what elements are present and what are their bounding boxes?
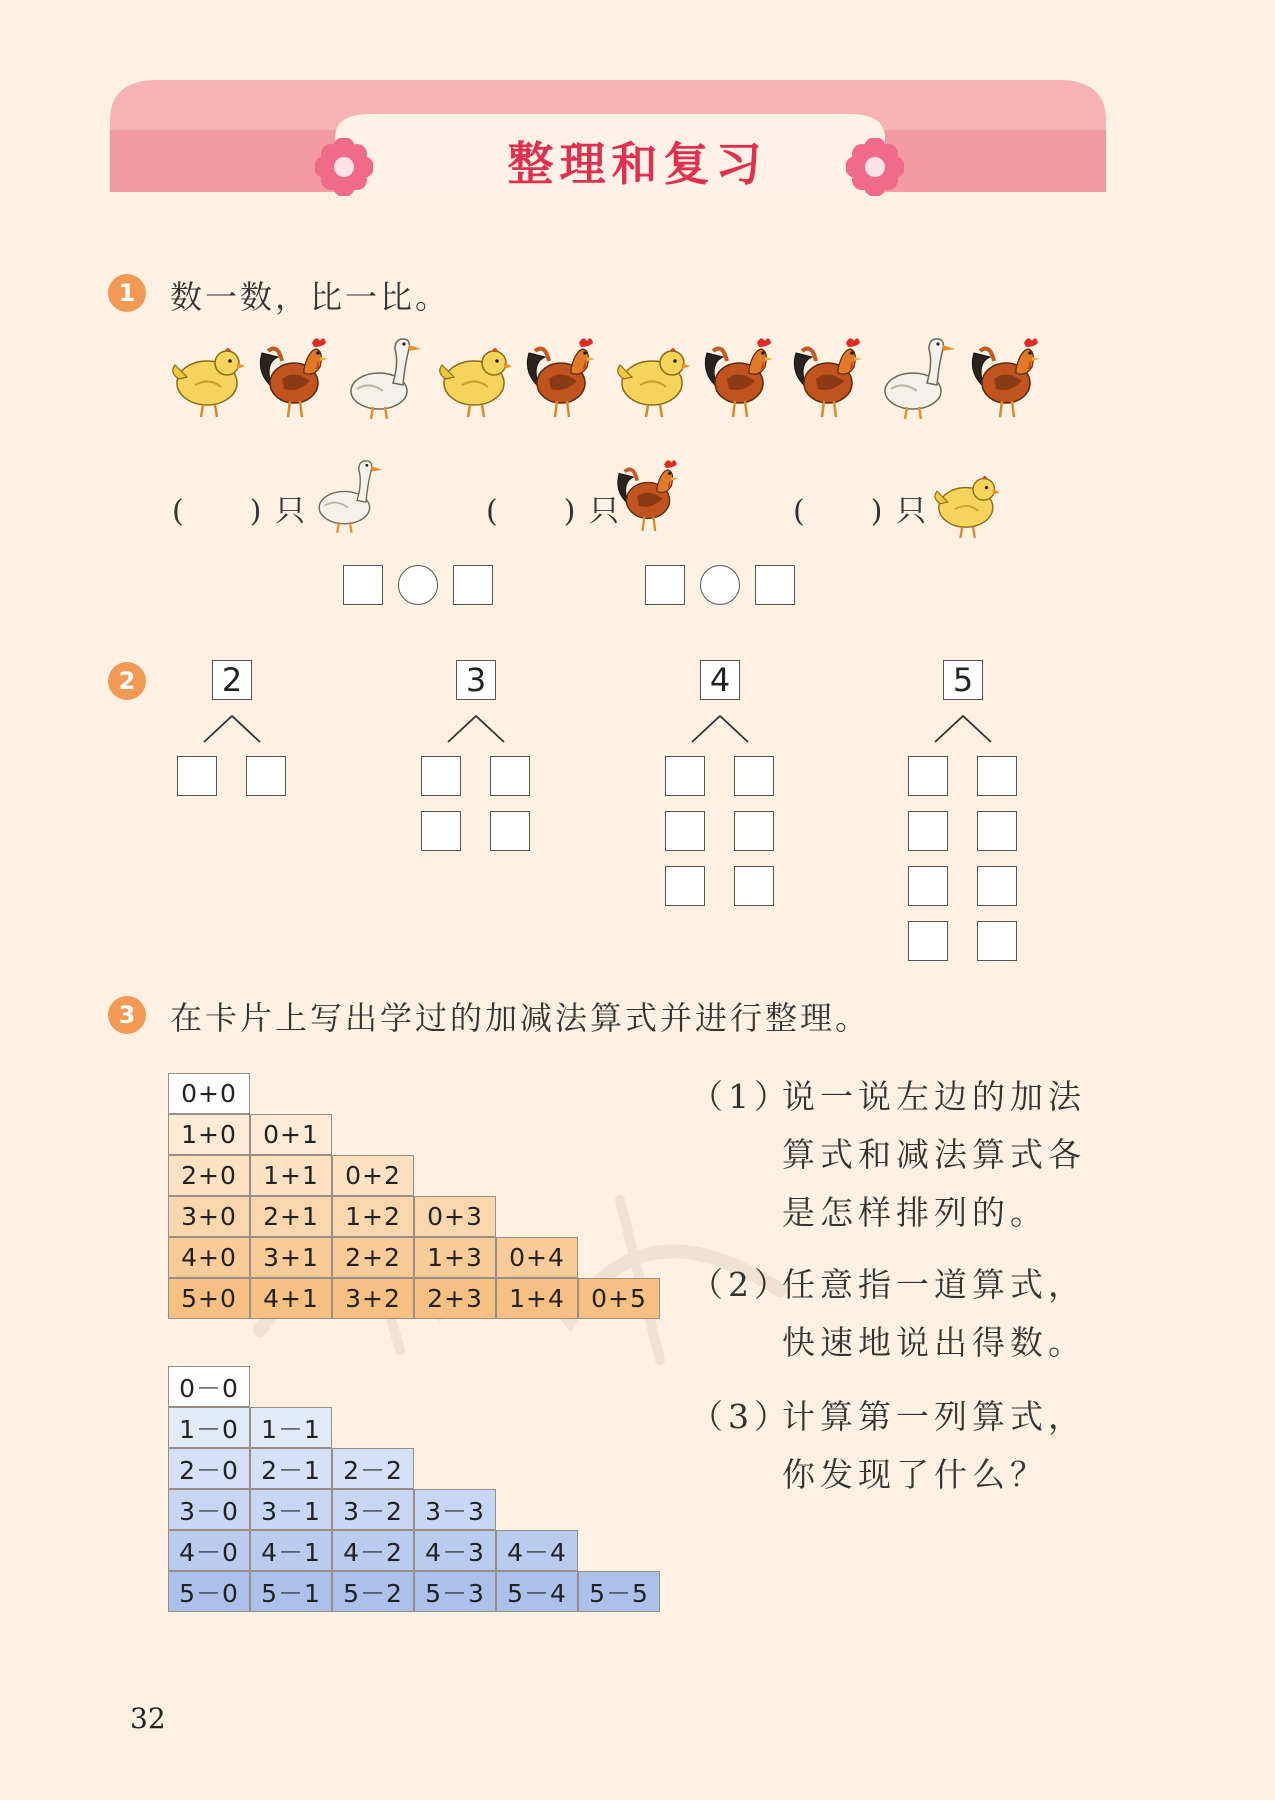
- rooster-icon: [612, 455, 684, 539]
- answer-box[interactable]: [977, 866, 1017, 906]
- chicken-icon: [165, 333, 245, 421]
- equation-cell: 5－1: [250, 1571, 332, 1612]
- sub-question-number: （1）: [690, 1077, 792, 1116]
- sub-question-line: 快速地说出得数。: [782, 1323, 1086, 1362]
- split-branch: [446, 712, 506, 744]
- equation-cell: 4－4: [496, 1530, 578, 1571]
- equation-cell: 1－0: [168, 1407, 250, 1448]
- sub-question-line: 计算第一列算式，: [782, 1397, 1086, 1436]
- equation-cell: 0+0: [168, 1073, 250, 1114]
- equation-cell: 2+2: [332, 1237, 414, 1278]
- equation-cell: 0+5: [578, 1278, 660, 1319]
- equation-cell: 5－0: [168, 1571, 250, 1612]
- equation-cell: 3+0: [168, 1196, 250, 1237]
- q1-prompt: 数一数，比一比。: [170, 278, 451, 316]
- unit-label: 只: [274, 494, 307, 529]
- equation-cell: 2+1: [250, 1196, 332, 1237]
- equation-cell: 3+2: [332, 1278, 414, 1319]
- equation-cell: 2－0: [168, 1448, 250, 1489]
- split-branch: [690, 712, 750, 744]
- question-number-2: 2: [108, 662, 146, 700]
- answer-box[interactable]: [734, 866, 774, 906]
- equation-cell: 2+0: [168, 1155, 250, 1196]
- answer-box[interactable]: [177, 756, 217, 796]
- equation-cell: 1+4: [496, 1278, 578, 1319]
- equation-cell: 1+2: [332, 1196, 414, 1237]
- equation-cell: 2－2: [332, 1448, 414, 1489]
- answer-box[interactable]: [665, 866, 705, 906]
- q3-sub-question-1: [690, 1068, 1086, 1242]
- equation-cell: 0+1: [250, 1114, 332, 1155]
- sub-question-line: 说一说左边的加法: [782, 1077, 1086, 1116]
- answer-blank[interactable]: ( ): [172, 494, 264, 529]
- unit-label: 只: [895, 494, 928, 529]
- subtraction-table: [168, 1366, 668, 1618]
- equation-cell: 4－0: [168, 1530, 250, 1571]
- equation-cell: 3－1: [250, 1489, 332, 1530]
- equation-cell: 3－0: [168, 1489, 250, 1530]
- answer-box[interactable]: [977, 811, 1017, 851]
- q1-blank-3: [793, 486, 928, 530]
- answer-box[interactable]: [421, 811, 461, 851]
- equation-cell: 0+3: [414, 1196, 496, 1237]
- equation-cell: 5－5: [578, 1571, 660, 1612]
- equation-cell: 5－2: [332, 1571, 414, 1612]
- equation-cell: 0+2: [332, 1155, 414, 1196]
- answer-box[interactable]: [645, 565, 685, 605]
- number-box: 5: [943, 660, 983, 700]
- rooster-icon: [699, 333, 779, 421]
- unit-label: 只: [588, 494, 621, 529]
- equation-cell: 2+3: [414, 1278, 496, 1319]
- answer-box[interactable]: [246, 756, 286, 796]
- q3-prompt: 在卡片上写出学过的加减法算式并进行整理。: [170, 999, 871, 1037]
- number-box: 3: [456, 660, 496, 700]
- equation-cell: 4+0: [168, 1237, 250, 1278]
- sub-question-line: 你发现了什么？: [782, 1455, 1048, 1494]
- answer-box[interactable]: [421, 756, 461, 796]
- equation-cell: 5+0: [168, 1278, 250, 1319]
- number-box: 2: [212, 660, 252, 700]
- addition-table: [168, 1073, 668, 1325]
- answer-box[interactable]: [977, 921, 1017, 961]
- equation-cell: 3+1: [250, 1237, 332, 1278]
- equation-cell: 1+1: [250, 1155, 332, 1196]
- equation-cell: 3－2: [332, 1489, 414, 1530]
- chicken-icon: [432, 333, 512, 421]
- split-branch: [933, 712, 993, 744]
- equation-cell: 4－2: [332, 1530, 414, 1571]
- compare-circle[interactable]: [398, 565, 438, 605]
- answer-box[interactable]: [908, 921, 948, 961]
- q3-sub-question-3: [690, 1388, 1086, 1504]
- equation-cell: 0－0: [168, 1366, 250, 1407]
- equation-cell: 1+3: [414, 1237, 496, 1278]
- equation-cell: 5－3: [414, 1571, 496, 1612]
- equation-cell: 4－3: [414, 1530, 496, 1571]
- answer-box[interactable]: [490, 811, 530, 851]
- answer-box[interactable]: [977, 756, 1017, 796]
- page-number: 32: [130, 1702, 166, 1735]
- equation-cell: 4－1: [250, 1530, 332, 1571]
- equation-cell: 1+0: [168, 1114, 250, 1155]
- sub-question-line: 是怎样排列的。: [782, 1193, 1048, 1232]
- q1-blank-2: [486, 486, 621, 530]
- q1-blank-1: [172, 486, 307, 530]
- answer-box[interactable]: [343, 565, 383, 605]
- answer-blank[interactable]: ( ): [793, 494, 885, 529]
- number-box: 4: [700, 660, 740, 700]
- answer-box[interactable]: [490, 756, 530, 796]
- question-number-3: 3: [108, 996, 146, 1034]
- answer-box[interactable]: [908, 756, 948, 796]
- rooster-icon: [612, 455, 684, 535]
- answer-box[interactable]: [755, 565, 795, 605]
- equation-cell: 5－4: [496, 1571, 578, 1612]
- rooster-icon: [521, 333, 601, 421]
- chicken-icon: [928, 462, 1000, 546]
- answer-box[interactable]: [734, 811, 774, 851]
- goose-icon: [312, 455, 384, 535]
- equation-cell: 4+1: [250, 1278, 332, 1319]
- answer-box[interactable]: [734, 756, 774, 796]
- answer-blank[interactable]: ( ): [486, 494, 578, 529]
- question-number-1: 1: [108, 274, 146, 312]
- chicken-icon: [928, 462, 1000, 542]
- bird-row: [165, 333, 1065, 433]
- sub-question-line: 算式和减法算式各: [782, 1135, 1086, 1174]
- rooster-icon: [254, 333, 334, 421]
- goose-icon: [312, 455, 384, 539]
- rooster-icon: [966, 333, 1046, 421]
- compare-circle[interactable]: [700, 565, 740, 605]
- sub-question-line: 任意指一道算式，: [782, 1265, 1086, 1304]
- answer-box[interactable]: [453, 565, 493, 605]
- goose-icon: [877, 333, 957, 421]
- equation-cell: 0+4: [496, 1237, 578, 1278]
- chicken-icon: [610, 333, 690, 421]
- goose-icon: [343, 333, 423, 421]
- q3-sub-question-2: [690, 1256, 1086, 1372]
- answer-box[interactable]: [908, 811, 948, 851]
- equation-cell: 2－1: [250, 1448, 332, 1489]
- answer-box[interactable]: [665, 811, 705, 851]
- sub-question-number: （2）: [690, 1265, 792, 1304]
- answer-box[interactable]: [908, 866, 948, 906]
- equation-cell: 3－3: [414, 1489, 496, 1530]
- equation-cell: 1－1: [250, 1407, 332, 1448]
- split-branch: [202, 712, 262, 744]
- rooster-icon: [788, 333, 868, 421]
- answer-box[interactable]: [665, 756, 705, 796]
- sub-question-number: （3）: [690, 1397, 792, 1436]
- page-title: 整理和复习: [507, 137, 768, 191]
